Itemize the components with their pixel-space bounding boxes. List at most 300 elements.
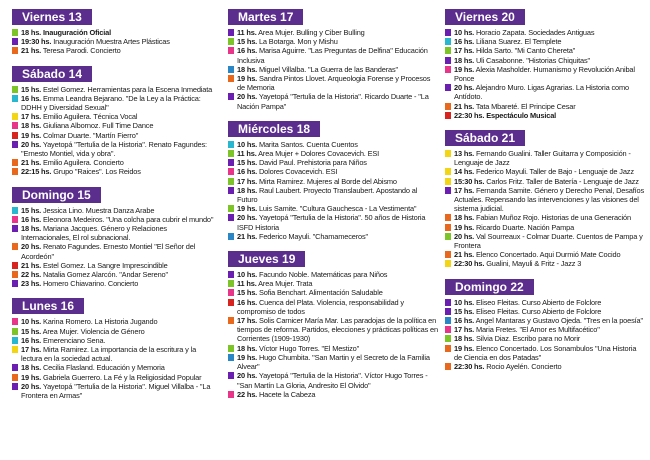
event-row [445, 56, 645, 65]
event-row [12, 121, 215, 130]
event-time: 19 hs. [21, 130, 42, 140]
event-row [12, 140, 215, 158]
event-time: 19 hs. [237, 204, 258, 214]
event-description: Area Mujer. Trata [258, 279, 313, 289]
event-row [445, 28, 645, 37]
event-description: Víctor Hugo Torres. "El Mestizo" [258, 343, 360, 353]
event-row [12, 28, 215, 37]
event-description: Karina Romero. La Historia Jugando [42, 317, 158, 327]
event-row [228, 149, 438, 158]
event-description: Eleonora Medeiros. "Una colcha para cubrir el mundo" [42, 214, 214, 224]
event-text [237, 279, 438, 288]
event-time: 17 hs. [454, 185, 475, 195]
event-row [12, 363, 215, 372]
event-description: Fernando Gualini. Taller Guitarra y Composición - Lenguaje de Jazz [454, 149, 631, 168]
event-text [237, 149, 438, 158]
event-row [12, 382, 215, 400]
event-text [237, 158, 438, 167]
event-time: 19 hs. [454, 64, 475, 74]
event-description: Val Sourreaux - Colmar Duarte. Cuentos de Pampa y Frontera [454, 231, 643, 251]
event-row [445, 37, 645, 46]
event-time: 18 hs. [454, 55, 475, 65]
event-description: Cecilia Flasland. Educación y Memoria [42, 363, 165, 373]
event-time: 23 hs. [21, 279, 42, 289]
event-time: 14 hs. [454, 167, 475, 177]
event-text [21, 131, 215, 140]
category-color-marker [228, 299, 234, 306]
event-time: 16 hs. [237, 46, 258, 56]
event-description: Raul Laubert. Proyecto Translaubert. Apostando al Futuro [237, 185, 418, 205]
category-color-marker [12, 29, 18, 36]
event-row [445, 223, 645, 232]
category-color-marker [12, 159, 18, 166]
event-text [237, 390, 438, 399]
event-text [237, 92, 438, 110]
event-row [228, 298, 438, 316]
event-time: 16 hs. [21, 93, 42, 103]
event-row [445, 83, 645, 101]
category-color-marker [12, 113, 18, 120]
event-time: 10 hs. [237, 139, 258, 149]
event-row [228, 28, 438, 37]
event-time: 22 hs. [21, 270, 42, 280]
event-row [228, 167, 438, 176]
event-row [445, 362, 645, 371]
category-color-marker [445, 112, 451, 119]
event-row [228, 270, 438, 279]
event-row [445, 111, 645, 120]
category-color-marker [12, 262, 18, 269]
event-time: 16 hs. [21, 335, 42, 345]
event-text [21, 382, 215, 400]
event-time: 20 hs. [21, 242, 42, 252]
event-time: 21 hs. [454, 250, 475, 260]
event-description: Grupo "Raices". Los Reidos [53, 167, 141, 177]
event-text [21, 317, 215, 326]
event-text [454, 298, 645, 307]
event-row [12, 336, 215, 345]
event-time: 22:30 hs. [454, 362, 485, 372]
event-description: Emilio Aguilera. Técnica Vocal [42, 112, 138, 122]
event-description: Marita Santos. Cuenta Cuentos [258, 139, 358, 149]
event-description: Elenco Concertado. Aqui Durmió Mate Cocido [475, 250, 621, 260]
event-text [21, 85, 215, 94]
event-text [21, 336, 215, 345]
category-color-marker [12, 95, 18, 102]
event-row [12, 46, 215, 55]
event-time: 20 hs. [454, 83, 475, 93]
event-text [21, 261, 215, 270]
category-color-marker [228, 47, 234, 54]
event-time: 19 hs. [237, 74, 258, 84]
category-color-marker [445, 317, 451, 324]
event-row [12, 327, 215, 336]
event-description: Area Mujer + Dolores Covacevich. ESI [258, 149, 380, 159]
event-description: Giuliana Albornoz. Full Time Dance [42, 121, 154, 131]
event-time: 21 hs. [21, 46, 42, 56]
event-text [237, 232, 438, 241]
event-description: Homero Chiavarino. Concierto [42, 279, 139, 289]
event-description: Marisa Aguirre. "Las Preguntas de Delfina" Educación Inclusiva [237, 46, 428, 65]
schedule-column-2 [228, 6, 438, 399]
event-text [454, 65, 645, 83]
event-text [237, 177, 438, 186]
event-row [12, 215, 215, 224]
event-text [454, 37, 645, 46]
event-time: 15 hs. [237, 288, 258, 298]
event-time: 18 hs. [454, 334, 475, 344]
category-color-marker [12, 216, 18, 223]
event-description: Dolores Covacevich. ESI [258, 167, 338, 177]
day-heading: Jueves 19 [228, 251, 305, 267]
event-text [21, 373, 215, 382]
event-row [228, 353, 438, 371]
event-text [21, 242, 215, 260]
event-row [445, 250, 645, 259]
event-row [12, 279, 215, 288]
event-row [228, 186, 438, 204]
event-time: 18 hs. [21, 363, 42, 373]
day-block [228, 8, 438, 111]
category-color-marker [445, 363, 451, 370]
event-text [454, 213, 645, 222]
event-row [12, 85, 215, 94]
event-row [12, 373, 215, 382]
event-text [454, 177, 645, 186]
event-text [454, 250, 645, 259]
event-description: Mariana Jacques. Género y Relaciones Internacionales, El rol subnacional. [21, 224, 167, 243]
event-row [12, 167, 215, 176]
event-time: 22:30 hs. [454, 110, 485, 120]
event-text [237, 46, 438, 64]
category-color-marker [12, 383, 18, 390]
event-time: 22:15 hs. [21, 167, 52, 177]
day-heading: Sábado 21 [445, 130, 525, 146]
event-row [445, 213, 645, 222]
event-row [445, 334, 645, 343]
category-color-marker [228, 38, 234, 45]
event-description: Tata Mbareté. El Principe Cesar [475, 101, 576, 111]
event-description: Horacio Zapata. Sociedades Antiguas [475, 28, 595, 37]
event-description: Mirta Ramirez. Mujeres al Borde del Abismo [258, 176, 397, 186]
event-description: Sofia Benchart. Alimentación Saludable [258, 288, 383, 298]
event-description: Fernanda Samite. Género y Derecho Penal, Desafíos Actuales. Repensando las intervenciones y las visiones del sistema judicial. [454, 185, 645, 214]
event-text [454, 362, 645, 371]
event-text [454, 56, 645, 65]
category-color-marker [228, 289, 234, 296]
event-time: 18 hs. [21, 28, 42, 37]
category-color-marker [12, 374, 18, 381]
event-text [454, 344, 645, 362]
event-row [12, 261, 215, 270]
event-text [21, 345, 215, 363]
event-time: 17 hs. [237, 316, 258, 326]
event-description: Estel Gomez. La Sangre Imprescindible [42, 260, 168, 270]
category-color-marker [12, 346, 18, 353]
event-description: La Botarga. Mon y Mishu [258, 37, 338, 47]
event-row [228, 390, 438, 399]
event-time: 20 hs. [21, 139, 42, 149]
event-text [454, 316, 645, 325]
event-time: 17 hs. [454, 325, 475, 335]
event-time: 17 hs. [21, 345, 42, 355]
category-color-marker [12, 280, 18, 287]
event-text [237, 204, 438, 213]
event-description: Emilio Aguilera. Concierto [42, 158, 124, 168]
event-row [228, 279, 438, 288]
event-text [21, 363, 215, 372]
event-description: Cuenca del Plata. Violencia, responsabilidad y compromiso de todos [237, 297, 404, 316]
event-time: 21 hs. [237, 231, 258, 241]
category-color-marker [12, 47, 18, 54]
event-text [237, 28, 438, 37]
event-row [228, 65, 438, 74]
event-row [445, 186, 645, 214]
event-description: Federico Mayuli. "Chamameceros" [258, 231, 369, 241]
event-time: 20 hs. [237, 213, 258, 223]
event-description: Teresa Parodi. Concierto [42, 46, 121, 56]
event-description: Hugo Chumbita. "San Martin y el Secreto de la Familia Alvear" [237, 352, 430, 372]
event-text [21, 94, 215, 112]
event-time: 18 hs. [21, 224, 42, 234]
category-color-marker [445, 187, 451, 194]
event-text [237, 353, 438, 371]
event-time: 10 hs. [21, 317, 42, 327]
event-text [454, 46, 645, 55]
event-row [445, 149, 645, 167]
event-row [12, 131, 215, 140]
day-block [12, 297, 215, 400]
event-description: Natalia Gomez Alarcón. "Andar Sereno" [42, 270, 168, 280]
event-description: Estel Gomez. Herramientas para la Escena Inmediata [42, 84, 213, 94]
event-description: Solis Carnicer María Mar. Las paradojas de la política en tiempos de reforma. Partidos, elecciones y prácticas políticas en Corrientes (1909-1930) [237, 316, 438, 344]
category-color-marker [12, 364, 18, 371]
day-heading: Miércoles 18 [228, 121, 320, 137]
event-time: 15 hs. [21, 205, 42, 215]
event-time: 16 hs. [21, 214, 42, 224]
category-color-marker [228, 233, 234, 240]
event-text [454, 83, 645, 101]
category-color-marker [445, 168, 451, 175]
event-time: 15 hs. [21, 84, 42, 94]
event-row [445, 167, 645, 176]
event-time: 21 hs. [21, 158, 42, 168]
event-text [454, 307, 645, 316]
event-time: 16 hs. [454, 37, 475, 47]
event-time: 21 hs. [21, 260, 42, 270]
event-text [21, 279, 215, 288]
event-row [12, 224, 215, 242]
event-description: Yayetopá "Tertulia de la Historia". Víctor Hugo Torres - "San Martín La Gloria, Andresito El Olvido" [237, 371, 428, 390]
event-description: Maria Fretes. "El Amor es Multifacético" [475, 325, 600, 335]
event-row [445, 298, 645, 307]
event-description: Facundo Noble. Matemáticas para Niños [258, 270, 388, 280]
day-block [445, 278, 645, 372]
event-text [454, 186, 645, 214]
event-text [21, 28, 215, 37]
category-color-marker [445, 150, 451, 157]
event-row [445, 316, 645, 325]
event-time: 15 hs. [237, 158, 258, 168]
event-time: 11 hs. [237, 28, 257, 37]
category-color-marker [228, 354, 234, 361]
category-color-marker [12, 337, 18, 344]
event-text [454, 259, 645, 268]
event-time: 17 hs. [454, 46, 475, 56]
category-color-marker [12, 243, 18, 250]
event-row [12, 345, 215, 363]
event-text [454, 149, 645, 167]
category-color-marker [445, 47, 451, 54]
event-text [237, 288, 438, 297]
event-time: 10 hs. [237, 270, 258, 280]
category-color-marker [228, 178, 234, 185]
category-color-marker [228, 345, 234, 352]
event-row [12, 37, 215, 46]
event-time: 19:30 hs. [21, 37, 52, 47]
day-block [445, 8, 645, 120]
category-color-marker [445, 299, 451, 306]
event-time: 19 hs. [21, 372, 42, 382]
category-color-marker [445, 260, 451, 267]
event-text [237, 270, 438, 279]
event-description: Eliseo Fleitas. Curso Abierto de Folclore [475, 306, 602, 316]
event-description: Liliana Suarez. El Templete [475, 37, 562, 47]
event-time: 18 hs. [237, 185, 258, 195]
event-row [228, 371, 438, 389]
event-description: Federico Mayuli. Taller de Bajo - Lenguaje de Jazz [475, 167, 634, 177]
schedule-column-3 [445, 6, 645, 371]
event-row [228, 344, 438, 353]
category-color-marker [445, 103, 451, 110]
category-color-marker [12, 318, 18, 325]
category-color-marker [228, 280, 234, 287]
event-description: Jessica Lino. Muestra Danza Arabe [42, 205, 155, 215]
event-row [228, 316, 438, 344]
event-text [21, 46, 215, 55]
schedule-column-1 [12, 6, 215, 400]
category-color-marker [228, 29, 234, 36]
event-time: 22 hs. [237, 389, 258, 399]
category-color-marker [12, 168, 18, 175]
category-color-marker [445, 178, 451, 185]
event-text [21, 167, 215, 176]
event-description: Gabriela Guerrero. La Fé y la Religiosidad Popular [42, 372, 202, 382]
event-time: 18 hs. [237, 64, 258, 74]
event-time: 11 hs. [237, 279, 257, 289]
event-description: Espectáculo Musical [486, 110, 557, 120]
event-row [228, 140, 438, 149]
event-time: 17 hs. [21, 112, 42, 122]
category-color-marker [445, 308, 451, 315]
category-color-marker [228, 271, 234, 278]
event-description: Renato Fagundes. Ernesto Montiel "El Señor del Acordeón" [21, 242, 196, 261]
event-text [237, 316, 438, 344]
category-color-marker [12, 225, 18, 232]
event-text [237, 298, 438, 316]
category-color-marker [445, 214, 451, 221]
event-time: 18 hs. [21, 121, 42, 131]
event-time: 19 hs. [454, 222, 475, 232]
event-description: Colmar Duarte. "Martín Fierro" [42, 130, 139, 140]
event-description: Uli Casabonne. "Historias Chiquitas" [475, 55, 591, 65]
event-text [237, 371, 438, 389]
category-color-marker [12, 141, 18, 148]
event-time: 21 hs. [454, 101, 475, 111]
event-time: 19 hs. [454, 343, 475, 353]
event-row [445, 259, 645, 268]
event-time: 15 hs. [454, 306, 475, 316]
event-text [237, 167, 438, 176]
category-color-marker [12, 271, 18, 278]
event-text [21, 158, 215, 167]
event-text [21, 37, 215, 46]
event-text [454, 28, 645, 37]
event-description: Emerenciano Sena. [42, 335, 106, 345]
day-block [445, 129, 645, 269]
event-text [454, 111, 645, 120]
event-row [12, 242, 215, 260]
day-heading: Domingo 15 [12, 187, 101, 203]
event-time: 20 hs. [21, 381, 42, 391]
day-heading: Domingo 22 [445, 279, 534, 295]
event-row [445, 177, 645, 186]
event-description: Gualini, Mayuli & Fritz - Jazz 3 [486, 259, 582, 269]
category-color-marker [445, 335, 451, 342]
event-text [454, 167, 645, 176]
event-row [12, 317, 215, 326]
event-time: 20 hs. [454, 231, 475, 241]
event-time: 16 hs. [237, 297, 258, 307]
event-description: Angel Mantaras y Gustavo Ojeda. "Tres en la poesía" [475, 316, 643, 326]
event-text [454, 325, 645, 334]
day-heading: Viernes 13 [12, 9, 92, 25]
category-color-marker [228, 75, 234, 82]
category-color-marker [228, 187, 234, 194]
category-color-marker [228, 93, 234, 100]
category-color-marker [12, 132, 18, 139]
event-text [454, 223, 645, 232]
event-text [237, 65, 438, 74]
event-row [228, 288, 438, 297]
category-color-marker [445, 251, 451, 258]
event-description: Inauguración Oficial [42, 28, 112, 37]
event-time: 15:30 hs. [454, 176, 485, 186]
event-description: Alejandro Muro. Ligas Agrarias. La Historia como Antídoto. [454, 83, 629, 102]
category-color-marker [228, 66, 234, 73]
event-description: Fabian Muñoz Rojo. Historias de una Generación [475, 213, 631, 223]
category-color-marker [228, 168, 234, 175]
day-block [228, 120, 438, 241]
event-row [445, 325, 645, 334]
event-text [21, 270, 215, 279]
event-time: 10 hs. [454, 297, 475, 307]
event-description: Area Mujer. Bulling y Ciber Bulling [258, 28, 365, 37]
event-description: Emma Leandra Bejarano. "De la Ley a la Práctica: DDHH y Diversidad Sexual" [21, 93, 201, 113]
event-description: Eliseo Fleitas. Curso Abierto de Folclore [475, 297, 602, 307]
event-description: Carlos Fritz. Taller de Batería - Lenguaje de Jazz [486, 176, 639, 186]
event-description: Rocio Ayelén. Concierto [486, 362, 562, 372]
event-time: 19 hs. [237, 352, 258, 362]
event-text [237, 213, 438, 231]
category-color-marker [228, 150, 234, 157]
event-text [21, 140, 215, 158]
event-row [12, 270, 215, 279]
day-heading: Lunes 16 [12, 298, 84, 314]
day-block [12, 186, 215, 289]
event-text [21, 215, 215, 224]
event-row [12, 112, 215, 121]
